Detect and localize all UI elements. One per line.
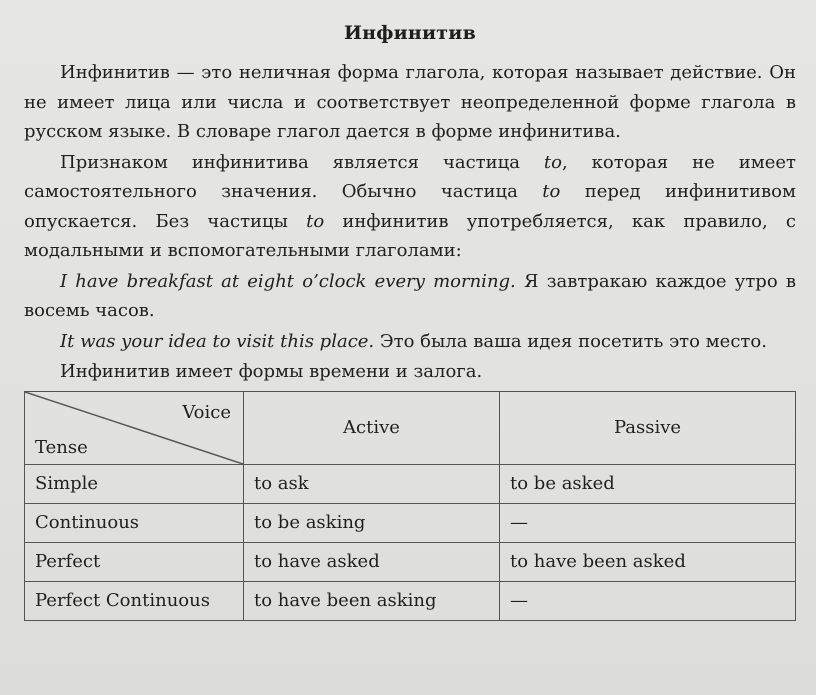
text-fragment: инфинитив употребляется, как правило, с модальными и вспомогательными глаголами: — [24, 210, 796, 261]
column-header-active: Active — [244, 391, 500, 464]
passive-cell: — — [500, 581, 796, 620]
text-fragment: , которая не имеет самостоятельного значения. Обычно частица — [24, 151, 796, 202]
text-fragment: Признаком инфинитива является частица — [60, 151, 544, 173]
paragraph-definition: Инфинитив — это неличная форма глагола, которая называет действие. Он не имеет лица или числа и соответствует неопределенной форме глагола в русском языке. В словаре глагол дается в форме инфинитива. — [24, 62, 796, 142]
example-1 — [24, 267, 796, 326]
passive-cell: to be asked — [500, 464, 796, 503]
example-translation: Я завтракаю каждое утро в восемь часов. — [24, 270, 796, 321]
tense-cell: Perfect — [25, 542, 244, 581]
text-fragment: перед инфинитивом опускается. Без частицы — [24, 181, 796, 232]
active-cell: to ask — [244, 464, 500, 503]
table-header-row — [25, 391, 796, 464]
column-header-passive: Passive — [500, 391, 796, 464]
tense-cell: Perfect Continuous — [25, 581, 244, 620]
table-row — [25, 464, 796, 503]
example-english: I have breakfast at eight o’clock every morning. — [60, 270, 516, 292]
paragraph-particle-to — [24, 148, 796, 266]
active-cell: to have been asking — [244, 581, 500, 620]
example-2 — [24, 327, 796, 357]
table-row — [25, 503, 796, 542]
particle-to: to — [543, 151, 562, 173]
corner-cell — [25, 391, 244, 464]
particle-to: to — [306, 210, 325, 232]
section-heading: Инфинитив — [344, 22, 476, 44]
table-intro: Инфинитив имеет формы времени и залога. — [60, 361, 483, 382]
tense-cell: Simple — [25, 464, 244, 503]
table-row — [25, 542, 796, 581]
passive-cell: — — [500, 503, 796, 542]
corner-tense-label: Tense — [35, 436, 88, 458]
particle-to: to — [542, 181, 561, 202]
active-cell: to be asking — [244, 503, 500, 542]
infinitive-forms-table — [24, 391, 796, 621]
example-english: It was your idea to visit this place. — [60, 330, 375, 352]
tense-cell: Continuous — [25, 503, 244, 542]
corner-voice-label: Voice — [182, 401, 231, 423]
active-cell: to have asked — [244, 542, 500, 581]
example-translation: Это была ваша идея посетить это место. — [374, 330, 767, 352]
table-row — [25, 581, 796, 620]
passive-cell: to have been asked — [500, 542, 796, 581]
